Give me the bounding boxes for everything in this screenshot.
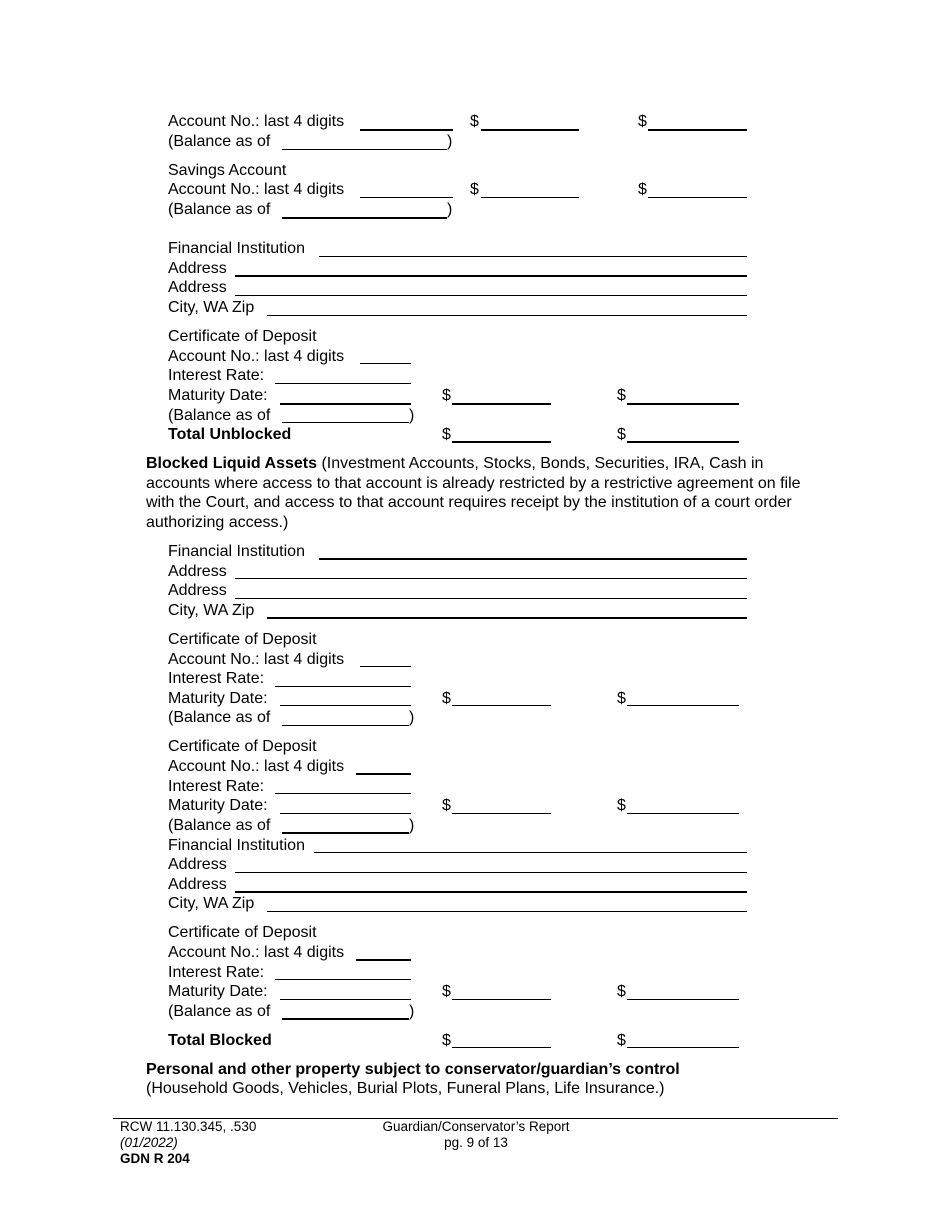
- account-number-label: Account No.: last 4 digits: [168, 651, 345, 668]
- address-label: Address: [168, 582, 227, 599]
- close-paren: ): [409, 407, 415, 424]
- maturity-date-field[interactable]: [280, 813, 411, 814]
- maturity-date-field[interactable]: [280, 705, 411, 706]
- account-number-field[interactable]: [360, 197, 453, 198]
- dollar-sign: $: [470, 113, 479, 130]
- dollar-sign: $: [617, 690, 626, 707]
- address-field[interactable]: [235, 275, 747, 277]
- interest-rate-label: Interest Rate:: [168, 778, 265, 795]
- interest-rate-field[interactable]: [275, 979, 411, 980]
- footer-form-id: GDN R 204: [120, 1151, 190, 1166]
- address-field[interactable]: [235, 295, 747, 296]
- maturity-date-label: Maturity Date:: [168, 983, 268, 1000]
- address-label: Address: [168, 563, 227, 580]
- balance-date-field[interactable]: [282, 149, 447, 150]
- financial-institution-field[interactable]: [314, 852, 747, 853]
- address-label: Address: [168, 876, 227, 893]
- balance-amount-field[interactable]: [627, 705, 739, 706]
- address-label: Address: [168, 856, 227, 873]
- balance-amount-field[interactable]: [452, 705, 551, 706]
- account-number-field[interactable]: [356, 959, 411, 961]
- account-number-label: Account No.: last 4 digits: [168, 944, 345, 961]
- city-wa-zip-label: City, WA Zip: [168, 895, 255, 912]
- balance-amount-field[interactable]: [481, 197, 579, 198]
- balance-date-field[interactable]: [282, 725, 409, 726]
- balance-amount-field[interactable]: [627, 403, 739, 405]
- account-number-field[interactable]: [360, 666, 411, 667]
- address-field[interactable]: [235, 578, 747, 579]
- dollar-sign: $: [617, 387, 626, 404]
- account-number-label: Account No.: last 4 digits: [168, 348, 345, 365]
- interest-rate-field[interactable]: [275, 383, 411, 384]
- dollar-sign: $: [442, 690, 451, 707]
- financial-institution-label: Financial Institution: [168, 837, 305, 854]
- close-paren: ): [447, 201, 453, 218]
- balance-amount-field[interactable]: [452, 403, 551, 405]
- dollar-sign: $: [638, 181, 647, 198]
- dollar-sign: $: [617, 426, 626, 443]
- balance-amount-field[interactable]: [627, 999, 739, 1000]
- address-field[interactable]: [235, 872, 747, 873]
- balance-amount-field[interactable]: [648, 129, 747, 131]
- footer-rcw: RCW 11.130.345, .530: [120, 1119, 257, 1134]
- address-field[interactable]: [235, 598, 747, 599]
- blocked-assets-heading: Blocked Liquid Assets: [146, 455, 317, 472]
- financial-institution-field[interactable]: [319, 256, 747, 257]
- interest-rate-label: Interest Rate:: [168, 367, 265, 384]
- certificate-of-deposit-label: Certificate of Deposit: [168, 631, 317, 648]
- balance-as-of-label: (Balance as of: [168, 407, 271, 424]
- interest-rate-field[interactable]: [275, 686, 411, 687]
- balance-amount-field[interactable]: [481, 129, 579, 131]
- interest-rate-label: Interest Rate:: [168, 964, 265, 981]
- certificate-of-deposit-label: Certificate of Deposit: [168, 738, 317, 755]
- blocked-assets-description: (Investment Accounts, Stocks, Bonds, Securities, IRA, Cash in accounts where access to that account is already restricted by a restrictive agreement on file with the Court, and access to that account requires receipt by the institution of a court order authorizing access.): [146, 455, 801, 531]
- address-label: Address: [168, 260, 227, 277]
- balance-date-field[interactable]: [282, 422, 409, 423]
- dollar-sign: $: [470, 181, 479, 198]
- total-blocked-label: Total Blocked: [168, 1032, 272, 1049]
- personal-property-description: (Household Goods, Vehicles, Burial Plots, Funeral Plans, Life Insurance.): [146, 1080, 665, 1097]
- maturity-date-label: Maturity Date:: [168, 690, 268, 707]
- blocked-assets-section: [146, 454, 826, 532]
- total-unblocked-amount-field[interactable]: [452, 441, 551, 443]
- footer-date: (01/2022): [120, 1135, 178, 1150]
- dollar-sign: $: [617, 1032, 626, 1049]
- close-paren: ): [447, 133, 453, 150]
- financial-institution-field[interactable]: [319, 558, 747, 560]
- financial-institution-label: Financial Institution: [168, 543, 305, 560]
- maturity-date-field[interactable]: [280, 999, 411, 1000]
- total-unblocked-label: Total Unblocked: [168, 426, 292, 443]
- account-number-field[interactable]: [356, 773, 411, 775]
- balance-amount-field[interactable]: [627, 813, 739, 814]
- savings-account-label: Savings Account: [168, 162, 287, 179]
- close-paren: ): [409, 709, 415, 726]
- address-field[interactable]: [235, 891, 747, 893]
- maturity-date-label: Maturity Date:: [168, 387, 268, 404]
- certificate-of-deposit-label: Certificate of Deposit: [168, 924, 317, 941]
- dollar-sign: $: [442, 797, 451, 814]
- balance-as-of-label: (Balance as of: [168, 133, 271, 150]
- maturity-date-label: Maturity Date:: [168, 797, 268, 814]
- dollar-sign: $: [442, 1032, 451, 1049]
- dollar-sign: $: [617, 797, 626, 814]
- balance-amount-field[interactable]: [648, 197, 747, 198]
- account-number-label: Account No.: last 4 digits: [168, 113, 345, 130]
- balance-date-field[interactable]: [282, 1018, 409, 1020]
- balance-date-field[interactable]: [282, 217, 447, 219]
- account-number-field[interactable]: [360, 129, 453, 131]
- close-paren: ): [409, 817, 415, 834]
- balance-amount-field[interactable]: [452, 999, 551, 1000]
- account-number-field[interactable]: [360, 363, 411, 364]
- interest-rate-label: Interest Rate:: [168, 670, 265, 687]
- balance-as-of-label: (Balance as of: [168, 201, 271, 218]
- dollar-sign: $: [638, 113, 647, 130]
- balance-as-of-label: (Balance as of: [168, 817, 271, 834]
- footer-title: Guardian/Conservator’s Report: [382, 1119, 570, 1134]
- personal-property-heading: Personal and other property subject to conservator/guardian’s control: [146, 1061, 680, 1078]
- interest-rate-field[interactable]: [275, 793, 411, 794]
- dollar-sign: $: [442, 426, 451, 443]
- financial-institution-label: Financial Institution: [168, 240, 305, 257]
- close-paren: ): [409, 1003, 415, 1020]
- city-wa-zip-label: City, WA Zip: [168, 602, 255, 619]
- city-wa-zip-label: City, WA Zip: [168, 299, 255, 316]
- balance-date-field[interactable]: [282, 832, 409, 834]
- dollar-sign: $: [442, 983, 451, 1000]
- account-number-label: Account No.: last 4 digits: [168, 181, 345, 198]
- certificate-of-deposit-label: Certificate of Deposit: [168, 328, 317, 345]
- account-number-label: Account No.: last 4 digits: [168, 758, 345, 775]
- maturity-date-field[interactable]: [280, 403, 411, 405]
- balance-as-of-label: (Balance as of: [168, 709, 271, 726]
- dollar-sign: $: [617, 983, 626, 1000]
- total-blocked-amount-field[interactable]: [627, 1047, 739, 1048]
- city-wa-zip-field[interactable]: [267, 315, 747, 316]
- total-unblocked-amount-field[interactable]: [627, 441, 739, 443]
- address-label: Address: [168, 279, 227, 296]
- city-wa-zip-field[interactable]: [267, 911, 747, 912]
- dollar-sign: $: [442, 387, 451, 404]
- footer-page-number: pg. 9 of 13: [444, 1135, 508, 1150]
- total-blocked-amount-field[interactable]: [452, 1047, 551, 1048]
- balance-as-of-label: (Balance as of: [168, 1003, 271, 1020]
- city-wa-zip-field[interactable]: [267, 617, 747, 619]
- balance-amount-field[interactable]: [452, 813, 551, 814]
